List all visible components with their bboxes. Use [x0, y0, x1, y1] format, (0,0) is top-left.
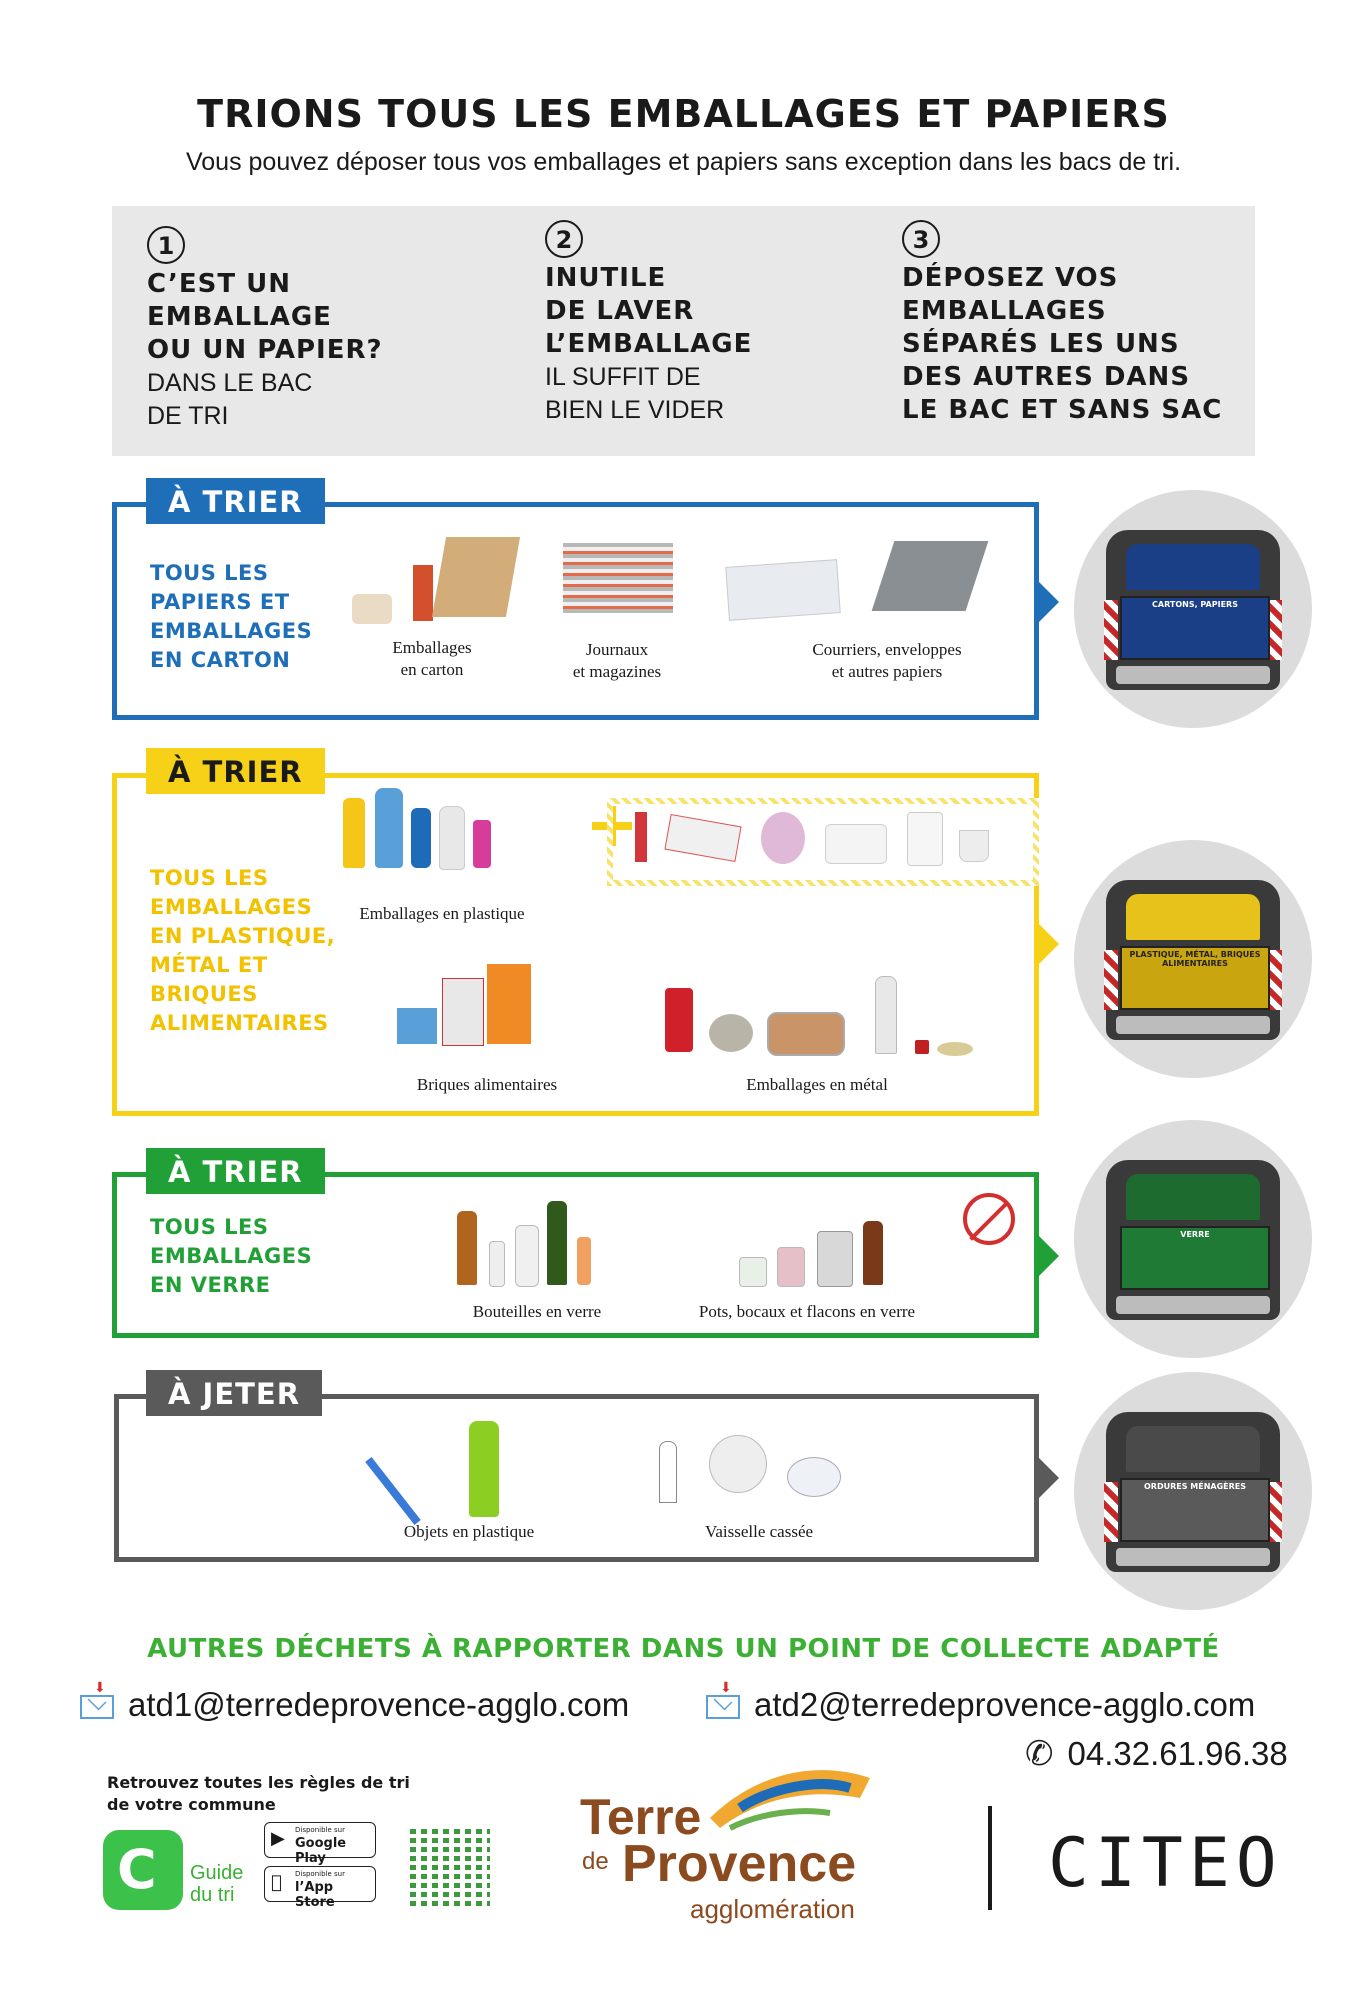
- perfume-bottle-icon: [817, 1231, 853, 1287]
- citeo-logo: CITEO: [1048, 1824, 1283, 1903]
- caption-objets-plastique: Objets en plastique: [403, 1522, 535, 1541]
- step-2: [545, 220, 885, 427]
- oil-bottle-icon: [343, 798, 365, 868]
- app-store-badge[interactable]: Disponible sur l’App Store: [264, 1866, 376, 1902]
- step-heading: DÉPOSEZ VOS EMBALLAGES SÉPARÉS LES UNS DES AUTRES DANS LE BAC ET SANS SAC: [902, 263, 1223, 425]
- google-play-icon: ▶: [271, 1828, 285, 1849]
- toothbrush-icon: [365, 1457, 421, 1525]
- sports-bottle-icon: [469, 1421, 499, 1517]
- pouch-icon: [907, 812, 943, 866]
- email-2[interactable]: atd2@terredeprovence-agglo.com: [754, 1686, 1256, 1723]
- caption-bouteilles: Bouteilles en verre: [472, 1302, 602, 1321]
- soda-can-icon: [665, 988, 693, 1052]
- capsule-icon: [915, 1040, 929, 1054]
- metal-lid-icon: [937, 1042, 973, 1056]
- metal-tray-icon: [767, 1012, 845, 1056]
- syrup-bottle-icon: [577, 1237, 591, 1285]
- steps-box: [112, 206, 1255, 456]
- glass-panel: [112, 1172, 1039, 1338]
- caption-courriers: Courriers, enveloppes et autres papiers: [812, 640, 962, 681]
- guide-du-tri-label: Guide du tri: [190, 1862, 244, 1906]
- food-tray-icon: [825, 824, 887, 864]
- wine-bottle-icon: [547, 1201, 567, 1285]
- arrow-right-icon: [1039, 1458, 1059, 1498]
- cereal-box-icon: [413, 565, 433, 621]
- logo-terre: Terre: [580, 1789, 702, 1845]
- qr-code[interactable]: [410, 1826, 490, 1906]
- step-number: 2: [545, 220, 583, 258]
- caption-pots: Pots, bocaux et flacons en verre: [698, 1302, 916, 1321]
- step-text: IL SUFFIT DE BIEN LE VIDER: [545, 363, 725, 424]
- plastic-category-label: TOUS LES EMBALLAGES EN PLASTIQUE, MÉTAL ET BRIQUES ALIMENTAIRES: [150, 866, 336, 1035]
- tin-can-icon: [709, 1014, 753, 1052]
- no-glassware-icon: [963, 1193, 1015, 1245]
- mail-icon: ⬇: [80, 1695, 114, 1719]
- page-subtitle: Vous pouvez déposer tous vos emballages et papiers sans exception dans les bacs de tri.: [185, 148, 1182, 176]
- orange-juice-carton-icon: [487, 964, 531, 1044]
- email-1[interactable]: atd1@terredeprovence-agglo.com: [128, 1686, 630, 1723]
- newspaper-stack-icon: [563, 543, 673, 613]
- arrow-right-icon: [1039, 924, 1059, 964]
- toothpaste-icon: [635, 812, 647, 862]
- logo-agglomeration: agglomération: [690, 1894, 855, 1924]
- arrow-right-icon: [1039, 582, 1059, 622]
- glass-category-label: TOUS LES EMBALLAGES EN VERRE: [150, 1215, 313, 1297]
- caption-metal: Emballages en métal: [746, 1075, 888, 1094]
- paper-roll-icon: [352, 594, 392, 624]
- caption-journaux: Journaux et magazines: [572, 640, 662, 681]
- plastic-panel: [112, 773, 1039, 1116]
- phone-icon: ✆: [1025, 1735, 1054, 1773]
- bin-label: CARTONS, PAPIERS: [1152, 600, 1238, 609]
- pizza-box-icon: [432, 537, 520, 617]
- caption-carton: Emballages en carton: [392, 638, 472, 679]
- paper-bin-image: [1074, 490, 1312, 728]
- envelopes-icon: [725, 559, 840, 621]
- yogurt-cup-icon: [959, 830, 989, 862]
- caption-plastic: Emballages en plastique: [359, 904, 525, 923]
- email-2-row[interactable]: [706, 1679, 1256, 1724]
- cream-carton-icon: [442, 978, 484, 1046]
- glass-bin-image: [1074, 1120, 1312, 1358]
- paper-category-label: TOUS LES PAPIERS ET EMBALLAGES EN CARTON: [150, 561, 313, 672]
- notebook-stack-icon: [872, 541, 989, 611]
- logo-de: de: [582, 1848, 609, 1875]
- tab-glass: À TRIER: [146, 1148, 325, 1194]
- step-heading: C’EST UN EMBALLAGE OU UN PAPIER?: [147, 269, 383, 365]
- plastic-bin-image: [1074, 840, 1312, 1078]
- beer-bottle-icon: [457, 1211, 477, 1285]
- google-play-badge[interactable]: ▶ Disponible sur Google Play: [264, 1822, 376, 1858]
- step-heading: INUTILE DE LAVER L’EMBALLAGE: [545, 263, 753, 359]
- tab-plastic: À TRIER: [146, 748, 325, 794]
- shampoo-bottle-icon: [473, 820, 491, 868]
- step-number: 1: [147, 226, 185, 264]
- other-waste-heading: AUTRES DÉCHETS À RAPPORTER DANS UN POINT DE COLLECTE ADAPTÉ: [147, 1634, 1220, 1664]
- logo-divider: [988, 1806, 992, 1910]
- step-text: DANS LE BAC DE TRI: [147, 369, 313, 430]
- jam-jar-icon: [777, 1247, 805, 1287]
- paper-panel: [112, 502, 1039, 720]
- apple-icon: [271, 1872, 282, 1893]
- phone-row[interactable]: [1025, 1734, 1288, 1774]
- tab-paper: À TRIER: [146, 478, 325, 524]
- logo-provence: Provence: [622, 1835, 857, 1893]
- juice-carton-small-icon: [397, 1008, 437, 1044]
- tab-trash: À JETER: [146, 1370, 322, 1416]
- glass-dish-icon: [787, 1457, 841, 1497]
- clear-bottle-icon: [515, 1225, 539, 1287]
- aerosol-icon: [875, 976, 897, 1054]
- milk-bottle-icon: [439, 806, 465, 870]
- terre-de-provence-swoosh: [700, 1758, 880, 1838]
- flask-bottle-icon: [863, 1221, 883, 1285]
- trash-panel: [114, 1394, 1039, 1562]
- bin-label: VERRE: [1180, 1230, 1210, 1239]
- trash-bin-image: [1074, 1372, 1312, 1610]
- bin-label: PLASTIQUE, MÉTAL, BRIQUES ALIMENTAIRES: [1129, 950, 1261, 968]
- caption-briques: Briques alimentaires: [416, 1075, 558, 1094]
- step-number: 3: [902, 220, 940, 258]
- film-wrap-icon: [761, 812, 805, 864]
- jar-icon: [739, 1257, 767, 1287]
- arrow-right-icon: [1039, 1236, 1059, 1276]
- small-bottle-icon: [489, 1241, 505, 1287]
- wine-glass-icon: [659, 1441, 677, 1503]
- cleaner-bottle-icon: [411, 808, 431, 868]
- step-1: [147, 226, 487, 433]
- phone-number[interactable]: 04.32.61.96.38: [1067, 1735, 1288, 1772]
- water-bottle-icon: [375, 788, 403, 868]
- bin-label: ORDURES MÉNAGÈRES: [1144, 1482, 1246, 1491]
- broken-plate-icon: [709, 1435, 767, 1493]
- guide-du-tri-logo: C: [103, 1830, 183, 1910]
- mail-icon: ⬇: [706, 1695, 740, 1719]
- step-3: [902, 220, 1242, 427]
- email-1-row[interactable]: [80, 1679, 630, 1724]
- caption-vaisselle: Vaisselle cassée: [704, 1522, 814, 1541]
- retrouvez-text: Retrouvez toutes les règles de tri de votre commune: [107, 1773, 410, 1814]
- page-title: TRIONS TOUS LES EMBALLAGES ET PAPIERS: [197, 92, 1170, 136]
